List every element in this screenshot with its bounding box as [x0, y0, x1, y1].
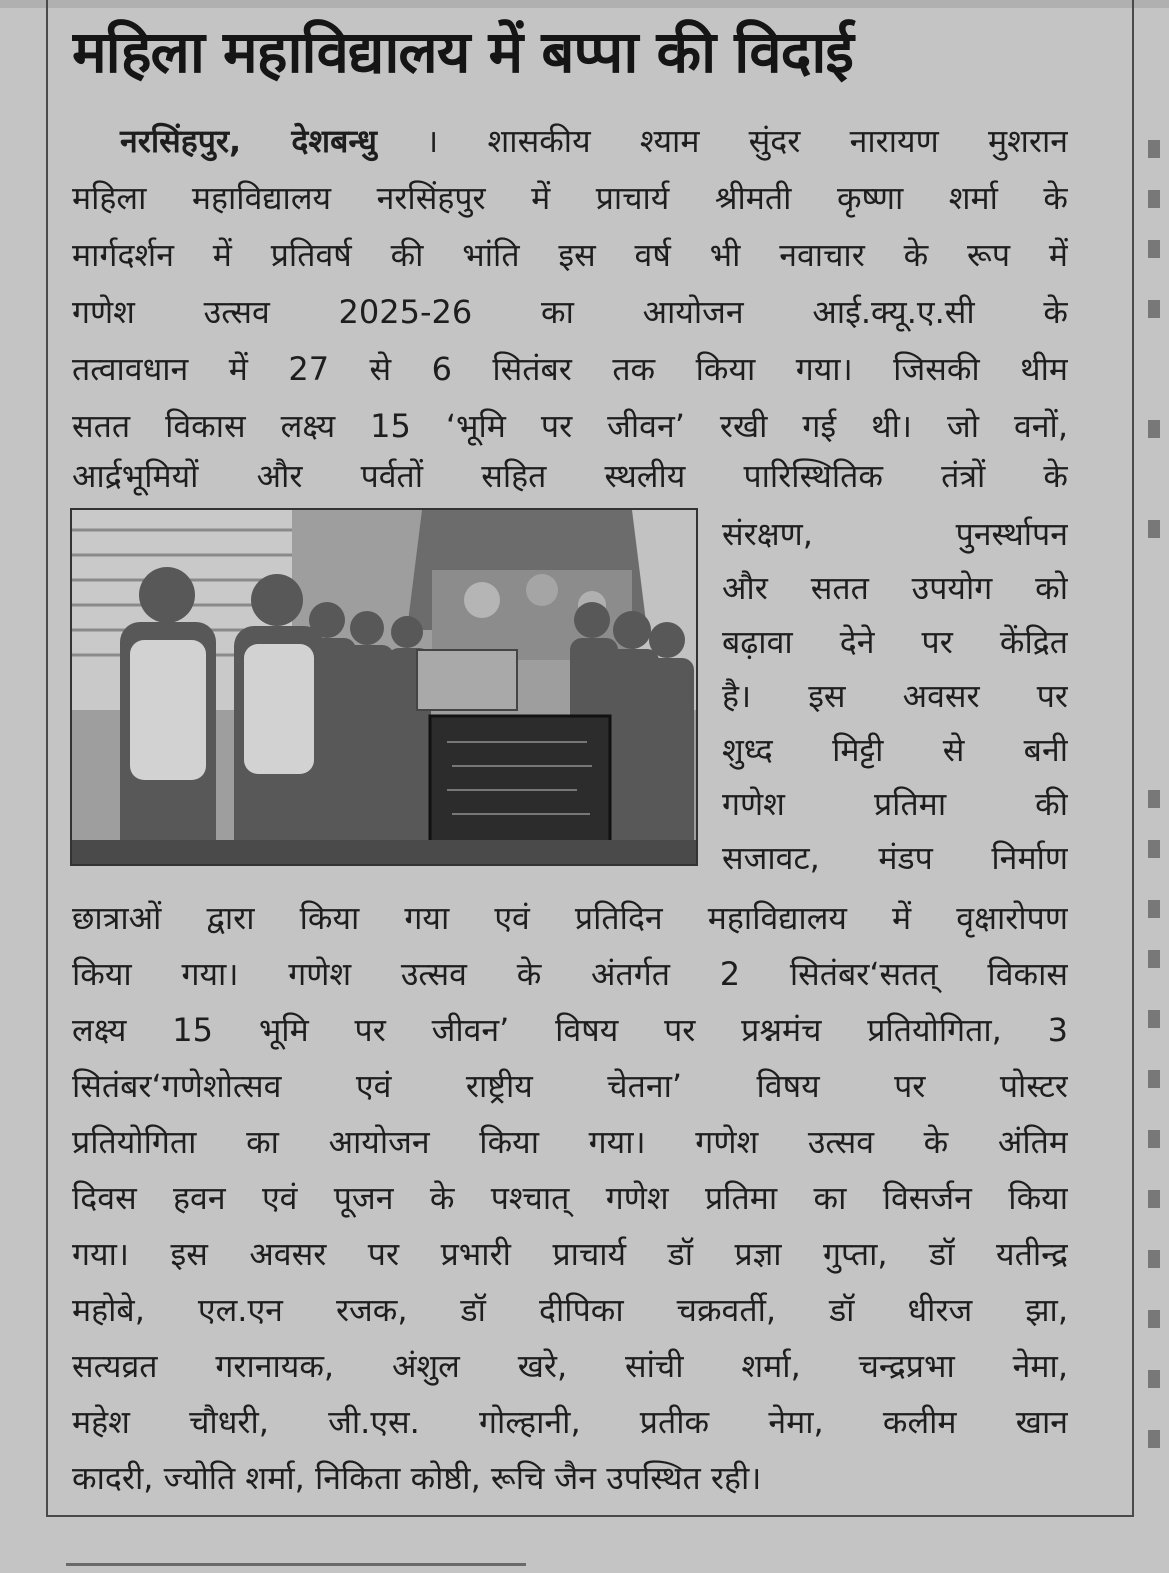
lower-line-7: गया। इस अवसर पर प्रभारी प्राचार्य डॉ प्रज्ञा गुप्ता, डॉ यतीन्द्र — [72, 1235, 1068, 1273]
side-line-3: बढ़ावा देने पर केंद्रित — [722, 623, 1068, 661]
lower-line-10: महेश चौधरी, जी.एस. गोल्हानी, प्रतीक नेमा, कलीम खान — [72, 1403, 1068, 1441]
adjacent-column-edge — [1142, 120, 1169, 1573]
article-line-6: सतत विकास लक्ष्य 15 ‘भूमि पर जीवन’ रखी गई थी। जो वनों, — [72, 407, 1068, 445]
side-line-5: शुध्द मिट्टी से बनी — [722, 731, 1068, 769]
lower-line-6: दिवस हवन एवं पूजन के पश्चात् गणेश प्रतिमा का विसर्जन किया — [72, 1179, 1068, 1217]
lower-line-8: महोबे, एल.एन रजक, डॉ दीपिका चक्रवर्ती, डॉ धीरज झा, — [72, 1291, 1068, 1329]
article-line-1: नरसिंहपुर, देशबन्धु । शासकीय श्याम सुंदर नारायण मुशरान — [120, 122, 1068, 160]
side-line-2: और सतत उपयोग को — [722, 569, 1068, 607]
article-line-5: तत्वावधान में 27 से 6 सितंबर तक किया गया। जिसकी थीम — [72, 350, 1068, 388]
lower-line-1: छात्राओं द्वारा किया गया एवं प्रतिदिन महाविद्यालय में वृक्षारोपण — [72, 899, 1068, 937]
photo-illustration — [72, 510, 696, 864]
article-line-3: मार्गदर्शन में प्रतिवर्ष की भांति इस वर्ष भी नवाचार के रूप में — [72, 236, 1068, 274]
article-photo — [70, 508, 698, 866]
side-line-6: गणेश प्रतिमा की — [722, 785, 1068, 823]
lower-line-3: लक्ष्य 15 भूमि पर जीवन’ विषय पर प्रश्नमंच प्रतियोगिता, 3 — [72, 1011, 1068, 1049]
lower-line-2: किया गया। गणेश उत्सव के अंतर्गत 2 सितंबर‘सतत् विकास — [72, 955, 1068, 993]
bottom-rule — [66, 1563, 526, 1566]
article-line-2: महिला महाविद्यालय नरसिंहपुर में प्राचार्य श्रीमती कृष्णा शर्मा के — [72, 179, 1068, 217]
headline: महिला महाविद्यालय में बप्पा की विदाई — [72, 18, 853, 86]
lower-line-4: सितंबर‘गणेशोत्सव एवं राष्ट्रीय चेतना’ विषय पर पोस्टर — [72, 1067, 1068, 1105]
lower-line-11: कादरी, ज्योति शर्मा, निकिता कोष्ठी, रूचि जैन उपस्थित रही। — [72, 1459, 762, 1497]
side-line-7: सजावट, मंडप निर्माण — [722, 839, 1068, 877]
lower-line-9: सत्यव्रत गरानायक, अंशुल खरे, सांची शर्मा, चन्द्रप्रभा नेमा, — [72, 1347, 1068, 1385]
article-line-4: गणेश उत्सव 2025-26 का आयोजन आई.क्यू.ए.सी के — [72, 293, 1068, 331]
side-line-1: संरक्षण, पुनर्स्थापन — [722, 515, 1068, 553]
dateline: नरसिंहपुर, देशबन्धु — [120, 122, 377, 160]
article-line-7: आर्द्रभूमियों और पर्वतों सहित स्थलीय पारिस्थितिक तंत्रों के — [72, 457, 1068, 495]
lower-line-5: प्रतियोगिता का आयोजन किया गया। गणेश उत्सव के अंतिम — [72, 1123, 1068, 1161]
side-line-4: है। इस अवसर पर — [722, 677, 1068, 715]
